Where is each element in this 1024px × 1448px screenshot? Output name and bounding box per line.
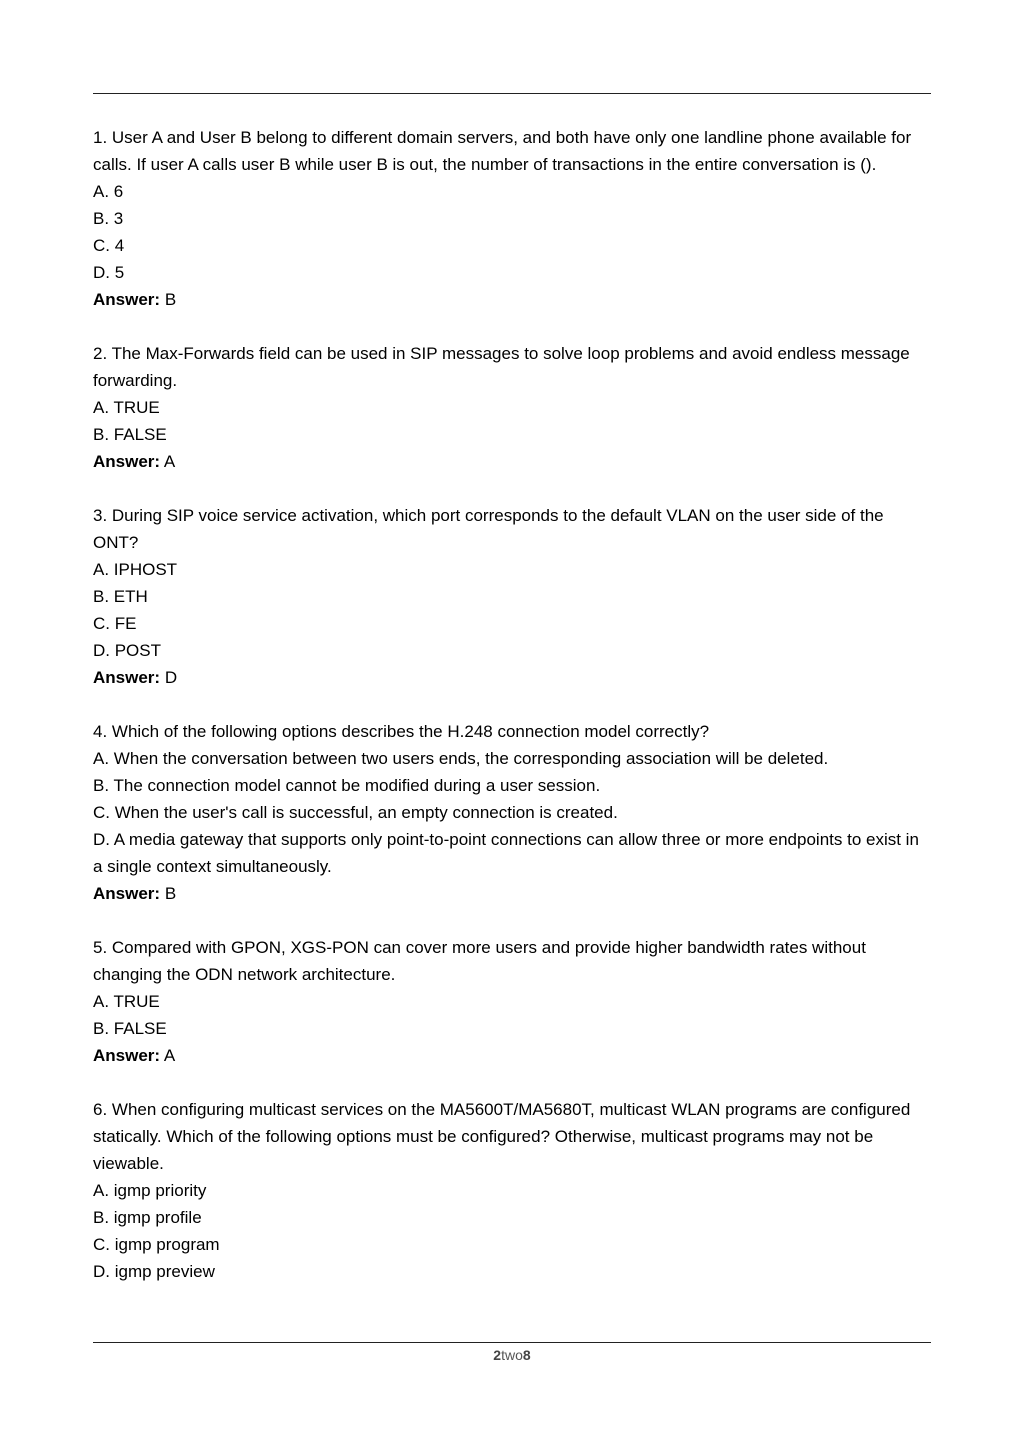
answer-line — [93, 880, 931, 907]
question-list — [93, 124, 931, 1312]
question-text: 5. Compared with GPON, XGS-PON can cover more users and provide higher bandwidth rates without changing the ODN network architecture. — [93, 938, 866, 984]
page-separator: two — [501, 1347, 523, 1363]
page-total: 8 — [522, 1347, 531, 1363]
question-2 — [93, 340, 931, 475]
answer-value: A — [163, 1046, 176, 1065]
page-number: 2 — [493, 1347, 502, 1363]
answer-label: Answer: — [93, 668, 161, 687]
header-rule — [93, 93, 931, 94]
answer-line — [93, 286, 931, 313]
question-5 — [93, 934, 931, 1069]
footer-rule — [93, 1342, 931, 1343]
question-3 — [93, 502, 931, 691]
option-a: A. IPHOST — [93, 560, 178, 579]
question-4 — [93, 718, 931, 907]
option-c: C. igmp program — [93, 1235, 220, 1254]
option-a: A. TRUE — [93, 398, 160, 417]
answer-value: A — [163, 452, 176, 471]
option-a: A. When the conversation between two users ends, the corresponding association will be deleted. — [93, 749, 829, 768]
question-text: 2. The Max-Forwards field can be used in SIP messages to solve loop problems and avoid endless message forwarding. — [93, 344, 910, 390]
option-d: D. igmp preview — [93, 1262, 215, 1281]
answer-label: Answer: — [93, 1046, 161, 1065]
answer-value: B — [164, 290, 177, 309]
option-b: B. The connection model cannot be modified during a user session. — [93, 776, 601, 795]
option-c: C. 4 — [93, 236, 125, 255]
answer-line — [93, 664, 931, 691]
option-d: D. A media gateway that supports only point-to-point connections can allow three or more endpoints to exist in a single context simultaneously. — [93, 830, 919, 876]
option-b: B. igmp profile — [93, 1208, 202, 1227]
answer-line — [93, 448, 931, 475]
option-a: A. 6 — [93, 182, 124, 201]
question-text: 4. Which of the following options describes the H.248 connection model correctly? — [93, 722, 710, 741]
option-b: B. FALSE — [93, 1019, 167, 1038]
option-c: C. FE — [93, 614, 137, 633]
option-b: B. FALSE — [93, 425, 167, 444]
question-text: 1. User A and User B belong to different domain servers, and both have only one landline phone available for calls. If user A calls user B while user B is out, the number of transactions in the entire conversation is (). — [93, 128, 912, 174]
option-a: A. TRUE — [93, 992, 160, 1011]
answer-label: Answer: — [93, 884, 161, 903]
answer-label: Answer: — [93, 452, 161, 471]
page-footer — [0, 1345, 1024, 1365]
answer-value: B — [164, 884, 177, 903]
answer-label: Answer: — [93, 290, 161, 309]
option-c: C. When the user's call is successful, an empty connection is created. — [93, 803, 618, 822]
question-6 — [93, 1096, 931, 1285]
option-b: B. ETH — [93, 587, 148, 606]
option-b: B. 3 — [93, 209, 124, 228]
question-1 — [93, 124, 931, 313]
answer-value: D — [164, 668, 178, 687]
option-a: A. igmp priority — [93, 1181, 207, 1200]
question-text: 6. When configuring multicast services on the MA5600T/MA5680T, multicast WLAN programs are configured statically. Which of the following options must be configured? Otherwise, multicast programs may not be viewable. — [93, 1100, 911, 1173]
answer-line — [93, 1042, 931, 1069]
option-d: D. 5 — [93, 263, 125, 282]
question-text: 3. During SIP voice service activation, which port corresponds to the default VLAN on the user side of the ONT? — [93, 506, 884, 552]
option-d: D. POST — [93, 641, 162, 660]
